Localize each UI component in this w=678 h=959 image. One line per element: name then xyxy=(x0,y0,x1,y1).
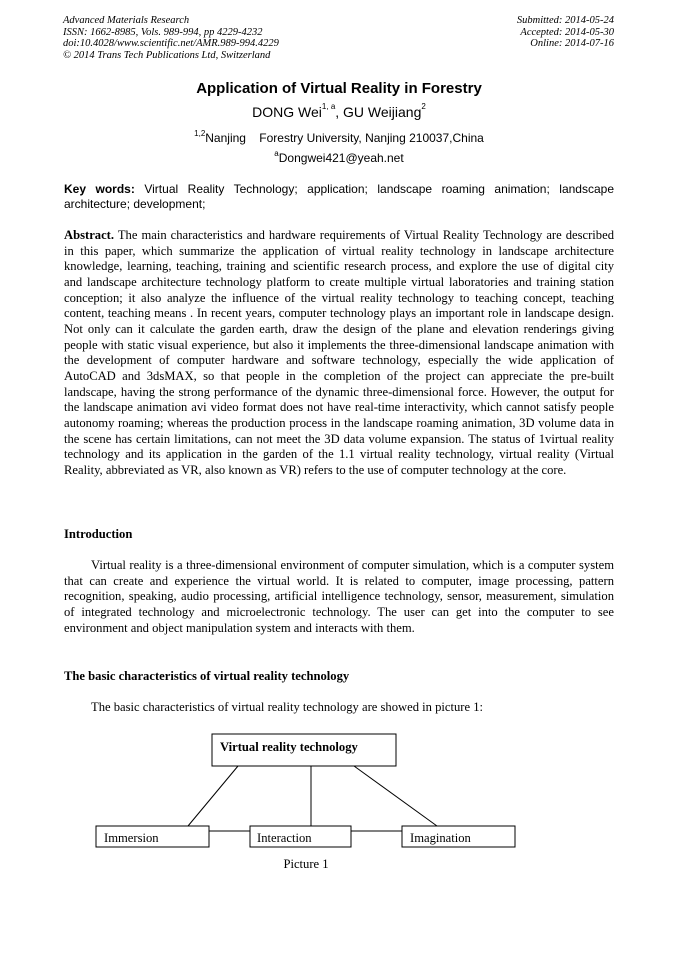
author-separator: , xyxy=(335,104,344,120)
connector-top-to-immersion xyxy=(188,766,238,826)
diagram-top-label: Virtual reality technology xyxy=(220,740,358,754)
author-2-affiliation-mark: 2 xyxy=(421,102,426,111)
diagram-immersion-label: Immersion xyxy=(104,831,159,845)
affiliation-text: Nanjing Forestry University, Nanjing 210037,China xyxy=(205,131,484,145)
author-1-affiliation-mark: 1, a xyxy=(321,102,336,111)
accepted-date: Accepted: 2014-05-30 xyxy=(520,26,614,38)
connector-top-to-imagination xyxy=(354,766,437,826)
basic-characteristics-heading: The basic characteristics of virtual reality technology xyxy=(64,669,350,683)
diagram-imagination-label: Imagination xyxy=(410,831,471,845)
paper-title: Application of Virtual Reality in Forestry xyxy=(196,80,482,97)
affiliation-mark: 1,2 xyxy=(194,129,206,138)
submitted-date: Submitted: 2014-05-24 xyxy=(516,15,614,26)
diagram-interaction-label: Interaction xyxy=(257,831,312,845)
abstract-text: The main characteristics and hardware requirements of Virtual Reality Technology are described in this paper, which summarize the application of virtual reality technology in landscape architecture knowledge, learning, teaching, training and scientific research process, and explore the use of digital city and landscape architecture technology platform to create multiple virtual laboratories and training station conception; it also analyze the influence of the virtual reality technology to teaching concept, teaching content, teaching means . In recent years, computer technology plays an important role in landscape design. Not only can it calculate the garden earth, draw the design of the plane and elevation renderings giving people with static visual experience, but also it implements the three-dimensional landscape animation with the development of computer hardware and software technology, especially the wide application of AutoCAD and 3dsMAX, so that people in the completion of the project can appreciate the pre-built landscape, having the strong performance of the dynamic three-dimensional force. However, the output for the landscape animation avi video format does not have real-time interactivity, which cannot satisfy people autonomy roaming; whereas the production process in the landscape roaming animation, 3D volume data in the scene has certain limitations, can not meet the 3D data volume expansion. The status of 1virtual reality technology and its application in the garden of the 1.1 virtual reality technology, virtual reality (Virtual Reality, abbreviated as VR, also known as VR) refers to the use of computer technology at the core. xyxy=(64,228,614,477)
introduction-heading: Introduction xyxy=(64,527,133,541)
figure-caption: Picture 1 xyxy=(283,857,329,871)
doi-line: doi:10.4028/www.scientific.net/AMR.989-994.4229 xyxy=(63,38,279,50)
email-mark: a xyxy=(274,149,279,158)
basic-characteristics-text: The basic characteristics of virtual reality technology are showed in picture 1: xyxy=(91,700,484,714)
author-2: GU Weijiang xyxy=(343,104,422,120)
keywords-label: Key words: xyxy=(64,182,135,196)
issn-line: ISSN: 1662-8985, Vols. 989-994, pp 4229-4232 xyxy=(63,26,263,38)
journal-name: Advanced Materials Research xyxy=(63,15,190,26)
online-date: Online: 2014-07-16 xyxy=(530,38,614,50)
introduction-paragraph: Virtual reality is a three-dimensional environment of computer simulation, which is a computer system that can create and experience the virtual world. It is related to computer, image processing, pattern recognition, speaking, audio processing, artificial intelligence technology, sensor, measurement, simulation of integrated technology and microelectronic technology. The user can get into the computer to see environment and object manipulation system and interacts with them. xyxy=(64,558,614,635)
author-1: DONG Wei xyxy=(252,104,322,120)
keywords-text: Virtual Reality Technology; application; landscape roaming animation; landscape architecture; development; xyxy=(64,182,614,211)
abstract-label: Abstract. xyxy=(64,228,115,242)
email-address: Dongwei421@yeah.net xyxy=(278,151,404,165)
copyright-line: © 2014 Trans Tech Publications Ltd, Switzerland xyxy=(63,49,271,61)
